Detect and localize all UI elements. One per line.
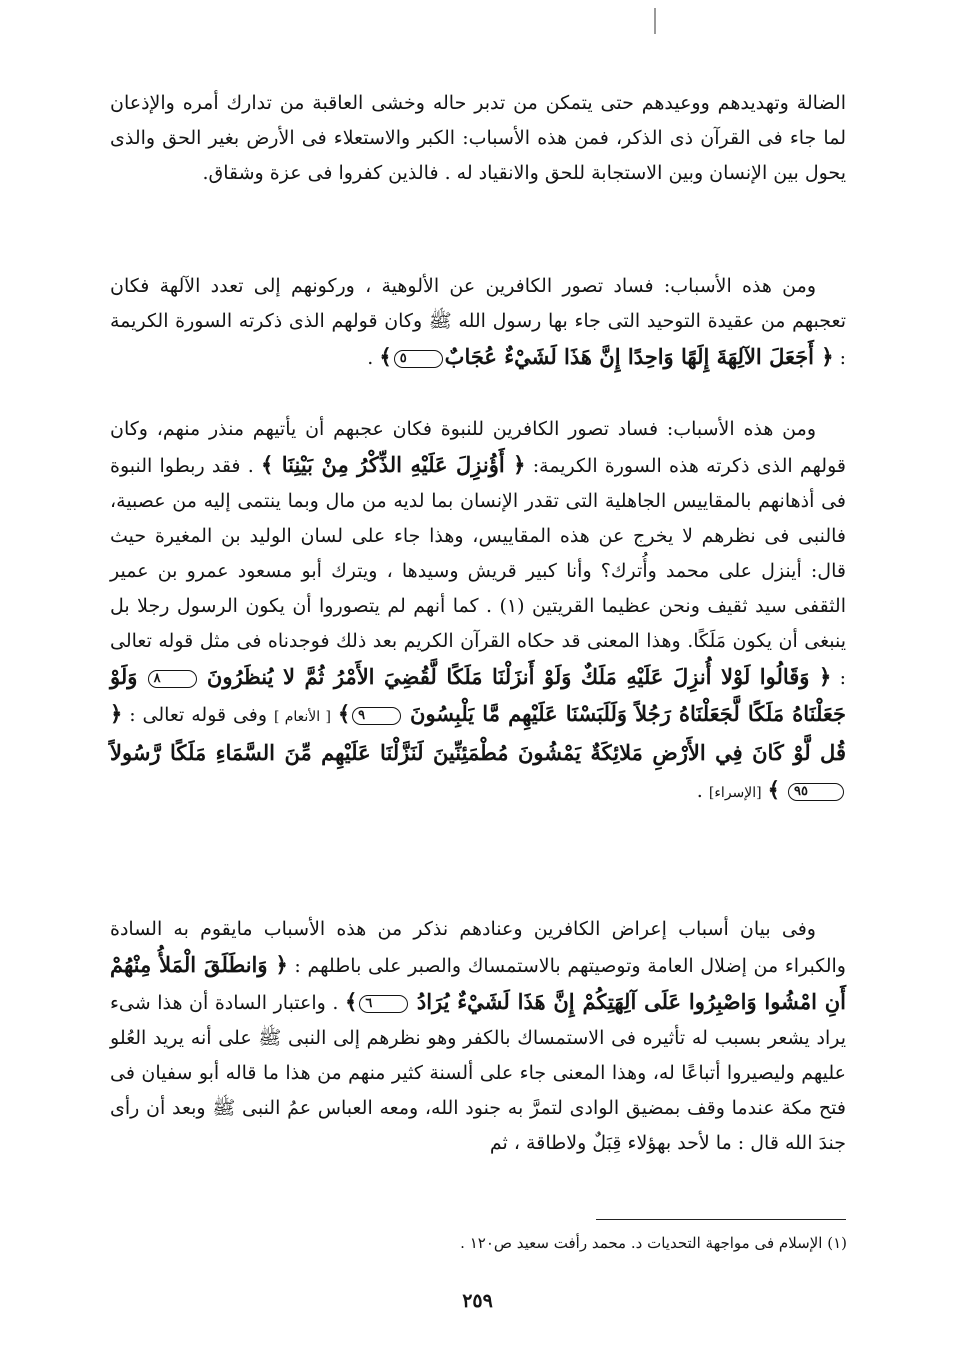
verse-bracket: ﴾ — [345, 989, 358, 1014]
verse-number: ٨ — [148, 670, 197, 688]
quran-verse: ﴿ أَجَعَلَ الآلِهَةَ إِلَهًا وَاحِدًا إِنَّ هَذَا لَشَيْءٌ عُجَابٌ — [444, 344, 834, 369]
surah-reference: [ الأنعام ] — [273, 709, 331, 725]
quran-verse: ﴿ قُل لَّوْ كَانَ فِي الأَرْضِ مَلائِكَةٌ يَمْشُونَ مُطْمَئِنِّينَ لَنَزَّلْنَا عَلَيْهِم مِّنَ السَّمَاءِ مَلَكًا رَّسُولاً — [110, 701, 846, 765]
quran-verse: ﴿ وَقَالُوا لَوْلا أُنزِلَ عَلَيْهِ مَلَكٌ وَلَوْ أَنزَلْنَا مَلَكًا لَّقُضِيَ الأَمْرُ ثُمَّ لا يُنظَرُونَ — [206, 664, 832, 689]
verse-bracket: ﴾ — [379, 344, 392, 369]
paragraph-3-text-2: . فقد ربطوا النبوة فى أذهانهم بالمقاييس الجاهلية التى تقدر الإنسان بما لديه من مال وبما ينتمى إليه من عصبية، فالنبى فى نظرهم لا يخرج عن هذه المقاييس، وهذا جاء على لسان الوليد بن المغيرة حيث قال: أينزل على محمد وأُترك؟ وأنا كبير قريش وسيدها ، ويترك أبو مسعود عمرو بن عمير الثقفى سيد ثقيف ونحن عظيما القريتين — [110, 455, 846, 617]
paragraph-3-text-3: . كما أنهم لم يتصوروا أن يكون الرسول رجلا بل ينبغى أن يكون مَلَكًا. وهذا المعنى قد حكاه القرآن الكريم بعد ذلك فوجدناه فى مثل قوله تعالى : — [110, 595, 846, 689]
verse-number: ٩٥ — [788, 783, 844, 801]
paragraph-3 — [110, 412, 846, 811]
quran-verse: ﴿ وَانطَلَقَ الْمَلأُ مِنْهُمْ أَنِ امْشُوا وَاصْبِرُوا عَلَى آلِهَتِكُمْ إِنَّ هَذَا لَشَيْءٌ يُرَادُ — [110, 952, 847, 1014]
footnote-divider — [596, 1219, 846, 1220]
verse-number: ٥ — [394, 350, 443, 368]
paragraph-2-text: ومن هذه الأسباب: فساد تصور الكافرين عن الألوهية ، وركونهم إلى تعدد الآلهة فكان تعجبهم من عقيدة التوحيد التى جاء بها رسول الله ﷺ وكان قولهم الذى ذكرته السورة الكريمة : — [110, 275, 846, 369]
verse-bracket: ﴾ — [337, 701, 351, 726]
sentence-end: . — [696, 780, 703, 802]
paragraph-4 — [110, 912, 846, 1161]
paragraph-1-text: الضالة وتهديدهم ووعيدهم حتى يتمكن من تدبر حاله وخشى العاقبة من تدارك أمره والإذعان لما جاء فى القرآن ذى الذكر، فمن هذه الأسباب: الكبر والاستعلاء فى الأرض بغير الحق والذى يحول بين الإنسان وبين الاستجابة للحق والانقياد له . فالذين كفروا فى عزة وشقاق. — [110, 92, 846, 184]
sentence-end: . — [367, 347, 374, 369]
footnote-reference: (١) — [499, 595, 525, 617]
surah-reference: [الإسراء] — [708, 785, 762, 801]
footnote: (١) الإسلام فى مواجهة التحديات د. محمد رأفت سعيد ص١٢٠ . — [460, 1234, 847, 1252]
verse-number: ٩ — [352, 707, 401, 725]
quran-verse: ﴿ أَؤُنزِلَ عَلَيْهِ الذِّكْرُ مِنْ بَيْنِنَا ﴾ — [260, 452, 526, 477]
paragraph-3-text-4: وفى قوله تعالى : — [129, 704, 268, 726]
page-number: ٢٥٩ — [462, 1290, 493, 1312]
quran-verse: وَلَوْ جَعَلْنَاهُ مَلَكًا لَّجَعَلْنَاهُ رَجُلاً وَلَلَبَسْنَا عَلَيْهِم مَّا يَلْبِسُونَ — [110, 664, 847, 726]
paragraph-2 — [110, 269, 846, 376]
paragraph-4-text-1: وفى بيان أسباب إعراض الكافرين وعنادهم نذكر من هذه الأسباب مايقوم به السادة والكبراء من إضلال العامة وتوصيتهم بالاستمساك والصبر على باطلهم : — [110, 918, 846, 977]
paragraph-3-text-1: ومن هذه الأسباب: فساد تصور الكافرين للنبوة فكان عجبهم أن يأتيهم منذر منهم، وكان قولهم الذى ذكرته هذه السورة الكريمة: — [110, 418, 846, 477]
scan-mark — [654, 8, 656, 34]
verse-number: ٦ — [359, 995, 408, 1013]
verse-bracket: ﴾ — [767, 777, 780, 802]
paragraph-1 — [110, 86, 846, 191]
paragraph-4-text-2: . واعتبار السادة أن هذا شىء يراد يشعر بسبب له تأثيره فى الاستمساك بالكفر وهو نظرهم إلى النبى ﷺ على أنه يريد العُلو عليهم وليصيروا أتباعًا له، وهذا المعنى جاء على ألسنة كثير منهم من هذا ما قاله أبو سفيان فى فتح مكة عندما وقف بمضيق الوادى لتمرَّ به جنود الله، ومعه العباس عمُ النبى ﷺ وبعد أن رأى جندَ الله قال : ما لأحد بهؤلاء قِبَلٌ ولاطاقة ، ثم — [110, 992, 846, 1154]
